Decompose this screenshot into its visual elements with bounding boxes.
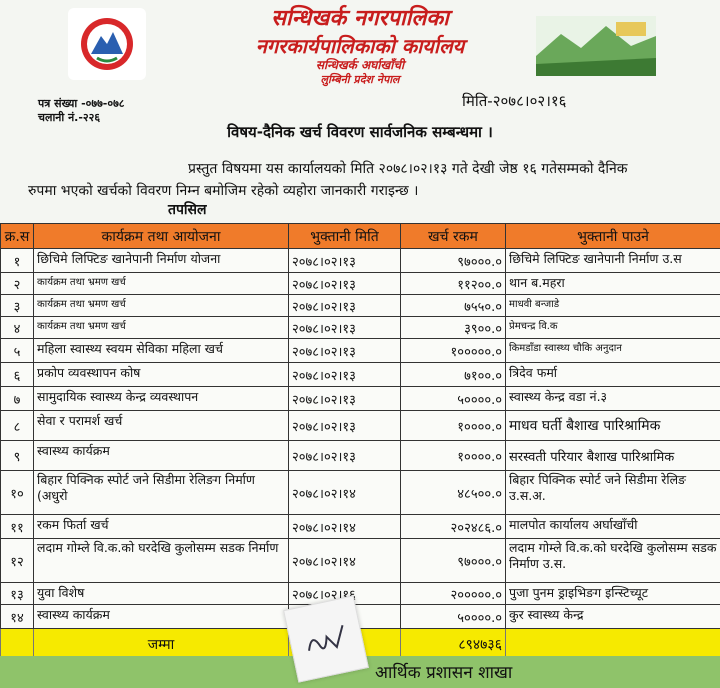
body-paragraph — [28, 158, 720, 202]
cell-sn: १० — [1, 471, 34, 515]
cell-date: २०७८।०२।१४ — [289, 539, 401, 583]
province-line: लुम्बिनी प्रदेश नेपाल — [320, 73, 400, 86]
body-line-2: रुपमा भएको खर्चको विवरण निम्न बमोजिम रहेको व्यहोरा जानकारी गराइन्छ । — [28, 183, 419, 199]
cell-sn: ६ — [1, 363, 34, 387]
table-row — [1, 411, 720, 441]
footer-section-name: आर्थिक प्रशासन शाखा — [375, 663, 513, 683]
cell-program: कार्यक्रम तथा भ्रमण खर्च — [34, 317, 289, 339]
cell-amount: ४८५००.० — [401, 471, 506, 515]
letter-date: मिति-२०७८।०२।१६ — [462, 92, 567, 110]
municipality-name: सन्धिखर्क नगरपालिका — [271, 6, 449, 31]
table-row — [1, 363, 720, 387]
cell-program: स्वास्थ्य कार्यक्रम — [34, 605, 289, 629]
cell-amount: ९७०००.० — [401, 249, 506, 273]
cell-date: २०७८।०२।१३ — [289, 295, 401, 317]
cell-sn: ९ — [1, 441, 34, 471]
cell-amount: ५००००.० — [401, 387, 506, 411]
table-row — [1, 605, 720, 629]
table-row — [1, 317, 720, 339]
signature-note — [283, 595, 369, 682]
cell-date: २०७८।०२।१३ — [289, 249, 401, 273]
total-amount: ८९४७३६ — [401, 629, 506, 660]
cell-program: प्रकोप व्यवस्थापन कोष — [34, 363, 289, 387]
col-header-date: भुक्तानी मिति — [289, 224, 401, 249]
cell-amount: २०२४८६.० — [401, 515, 506, 539]
cell-payee: माधव घर्ती बैशाख पारिश्रामिक — [506, 411, 720, 441]
col-header-amount: खर्च रकम — [401, 224, 506, 249]
cell-sn: ४ — [1, 317, 34, 339]
details-label: तपसिल — [168, 202, 207, 218]
cell-amount: ९७०००.० — [401, 539, 506, 583]
col-header-payee: भुक्तानी पाउने — [506, 224, 720, 249]
cell-sn: १ — [1, 249, 34, 273]
cell-program: सामुदायिक स्वास्थ्य केन्द्र व्यवस्थापन — [34, 387, 289, 411]
cell-amount: २०००००.० — [401, 583, 506, 605]
cell-date: २०७८।०२।१३ — [289, 339, 401, 363]
cell-sn: ३ — [1, 295, 34, 317]
cell-date: २०७८।०२।१३ — [289, 387, 401, 411]
location-line: सन्धिखर्क अर्घाखाँची — [315, 58, 405, 72]
table-row — [1, 471, 720, 515]
table-header-row — [1, 224, 720, 249]
table-row — [1, 539, 720, 583]
cell-sn: ८ — [1, 411, 34, 441]
cell-program: युवा विशेष — [34, 583, 289, 605]
table-row — [1, 387, 720, 411]
cell-payee: स्वास्थ्य केन्द्र वडा नं.३ — [506, 387, 720, 411]
cell-date: २०७८।०२।१३ — [289, 411, 401, 441]
cell-payee: छिचिमे लिफ्टिङ खानेपानी निर्माण उ.स — [506, 249, 720, 273]
table-row — [1, 249, 720, 273]
total-empty-cell — [1, 629, 34, 660]
dispatch-number: चलानी नं.-२२६ — [38, 111, 101, 124]
cell-date: २०७८।०२।१३ — [289, 273, 401, 295]
cell-program: बिहार पिक्निक स्पोर्ट जने सिडीमा रेलिङग निर्माण (अधुरो — [34, 471, 289, 515]
col-header-sn: क्र.स — [1, 224, 34, 249]
cell-payee: किमडाँडा स्वास्थ्य चौकि अनुदान — [506, 339, 720, 363]
cell-amount: ११२००.० — [401, 273, 506, 295]
cell-amount: १००००.० — [401, 441, 506, 471]
cell-amount: ५००००.० — [401, 605, 506, 629]
cell-payee: प्रेमचन्द्र वि.क — [506, 317, 720, 339]
cell-payee: कुर स्वास्थ्य केन्द्र — [506, 605, 720, 629]
cell-payee: त्रिदेव फर्मा — [506, 363, 720, 387]
cell-payee: बिहार पिक्निक स्पोर्ट जने सिडीमा रेलिङ उ.स.अ. — [506, 471, 720, 515]
signature-icon — [297, 614, 354, 664]
subject-line: विषय-दैनिक खर्च विवरण सार्वजनिक सम्बन्धमा । — [227, 123, 493, 141]
cell-program: कार्यक्रम तथा भ्रमण खर्च — [34, 295, 289, 317]
cell-program: कार्यक्रम तथा भ्रमण खर्च — [34, 273, 289, 295]
table-row — [1, 441, 720, 471]
cell-amount: १०००००.० — [401, 339, 506, 363]
cell-sn: ७ — [1, 387, 34, 411]
cell-date: २०७८।०२।१६ — [289, 583, 401, 605]
letterhead — [0, 0, 720, 218]
cell-program: लदाम गोम्ले वि.क.को घरदेखि कुलोसम्म सडक निर्माण — [34, 539, 289, 583]
cell-payee: माधवी बन्जाडे — [506, 295, 720, 317]
letter-number: पत्र संख्या -०७७-०७८ — [38, 97, 125, 110]
cell-program: स्वास्थ्य कार्यक्रम — [34, 441, 289, 471]
cell-program: महिला स्वास्थ्य स्वयम सेविका महिला खर्च — [34, 339, 289, 363]
cell-sn: ५ — [1, 339, 34, 363]
expense-table — [0, 223, 720, 660]
cell-payee: मालपोत कार्यालय अर्घाखाँची — [506, 515, 720, 539]
cell-sn: १३ — [1, 583, 34, 605]
cell-payee: लदाम गोम्ले वि.क.को घरदेखि कुलोसम्म सडक निर्माण उ.स. — [506, 539, 720, 583]
cell-program: छिचिमे लिफ्टिङ खानेपानी निर्माण योजना — [34, 249, 289, 273]
cell-payee: पुजा पुनम ड्राइभिङग इन्स्टिच्यूट — [506, 583, 720, 605]
office-name: नगरकार्यपालिकाको कार्यालय — [255, 34, 465, 58]
cell-date: २०७८।०२।१४ — [289, 471, 401, 515]
cell-payee: थान ब.महरा — [506, 273, 720, 295]
cell-date: २०७८।०२।१३ — [289, 317, 401, 339]
cell-amount: १००००.० — [401, 411, 506, 441]
cell-amount: ३९००.० — [401, 317, 506, 339]
cell-date: २०७८।०२।१३ — [289, 363, 401, 387]
cell-date: २०७८।०२।१४ — [289, 515, 401, 539]
cell-payee: सरस्वती परियार बैशाख पारिश्रामिक — [506, 441, 720, 471]
cell-program: सेवा र परामर्श खर्च — [34, 411, 289, 441]
cell-sn: २ — [1, 273, 34, 295]
table-row — [1, 515, 720, 539]
cell-amount: ७१००.० — [401, 363, 506, 387]
table-row — [1, 583, 720, 605]
cell-sn: १४ — [1, 605, 34, 629]
cell-sn: ११ — [1, 515, 34, 539]
col-header-program: कार्यक्रम तथा आयोजना — [34, 224, 289, 249]
cell-program: रकम फिर्ता खर्च — [34, 515, 289, 539]
cell-sn: १२ — [1, 539, 34, 583]
total-empty-payee — [506, 629, 720, 660]
table-row — [1, 295, 720, 317]
cell-date: २०७८।०२।१३ — [289, 441, 401, 471]
table-row — [1, 339, 720, 363]
body-line-1: प्रस्तुत विषयमा यस कार्यालयको मिति २०७८।०२।१३ गते देखी जेष्ठ १६ गतेसम्मको दैनिक — [188, 161, 628, 177]
total-label: जम्मा — [34, 629, 289, 660]
cell-amount: ७५५०.० — [401, 295, 506, 317]
table-row — [1, 273, 720, 295]
